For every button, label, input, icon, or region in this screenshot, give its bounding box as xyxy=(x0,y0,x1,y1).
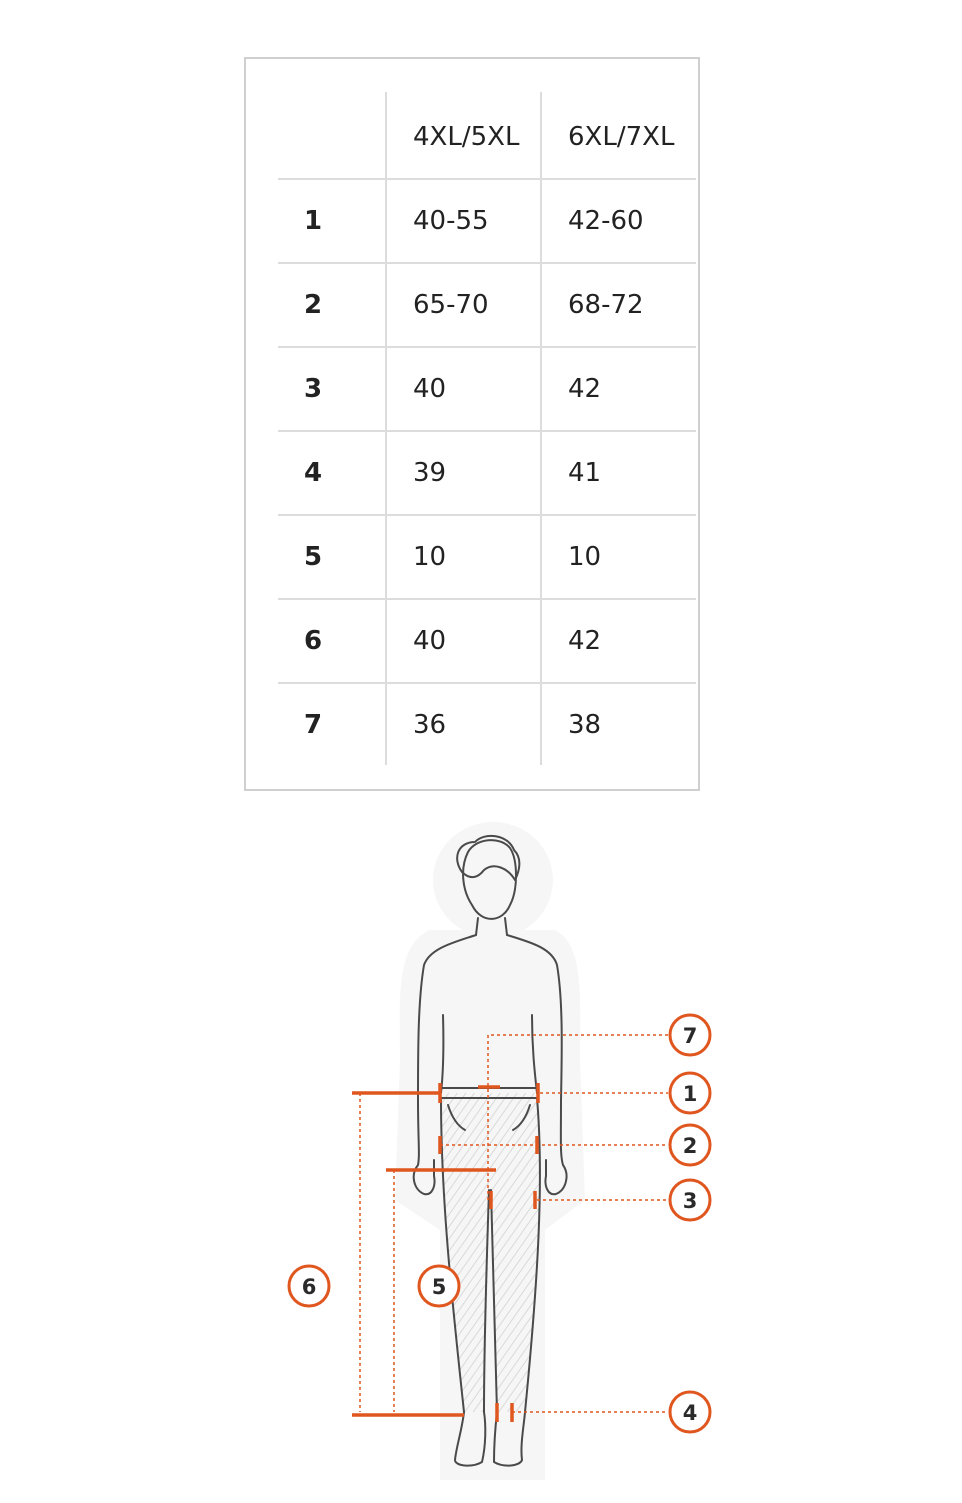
table-header-row xyxy=(278,92,696,179)
row-label: 5 xyxy=(278,515,386,599)
body-diagram xyxy=(0,800,962,1503)
table-row xyxy=(278,515,696,599)
marker-7-label: 7 xyxy=(682,1024,698,1048)
size-table xyxy=(278,92,696,765)
marker-6 xyxy=(289,1266,329,1306)
measurement-figure xyxy=(0,800,962,1503)
marker-3 xyxy=(670,1180,710,1220)
table-cell: 36 xyxy=(386,683,541,765)
table-cell: 68-72 xyxy=(541,263,696,347)
marker-2 xyxy=(670,1125,710,1165)
table-cell: 41 xyxy=(541,431,696,515)
table-row xyxy=(278,683,696,765)
table-cell: 42-60 xyxy=(541,179,696,263)
marker-5-label: 5 xyxy=(431,1275,447,1299)
marker-7 xyxy=(670,1015,710,1055)
marker-4-label: 4 xyxy=(682,1401,698,1425)
marker-6-label: 6 xyxy=(301,1275,317,1299)
marker-5 xyxy=(419,1266,459,1306)
table-cell: 38 xyxy=(541,683,696,765)
header-cell-4xl-5xl: 4XL/5XL xyxy=(386,92,541,179)
table-cell: 10 xyxy=(386,515,541,599)
marker-2-label: 2 xyxy=(682,1134,698,1158)
row-label: 7 xyxy=(278,683,386,765)
table-cell: 40 xyxy=(386,347,541,431)
table-cell: 65-70 xyxy=(386,263,541,347)
row-label: 6 xyxy=(278,599,386,683)
row-label: 4 xyxy=(278,431,386,515)
table-cell: 40 xyxy=(386,599,541,683)
table-cell: 10 xyxy=(541,515,696,599)
table-row xyxy=(278,263,696,347)
marker-1 xyxy=(670,1073,710,1113)
row-label: 1 xyxy=(278,179,386,263)
table-cell: 42 xyxy=(541,347,696,431)
marker-4 xyxy=(670,1392,710,1432)
row-label: 2 xyxy=(278,263,386,347)
size-chart-card xyxy=(244,57,700,791)
table-row xyxy=(278,347,696,431)
row-label: 3 xyxy=(278,347,386,431)
table-cell: 42 xyxy=(541,599,696,683)
table-cell: 40-55 xyxy=(386,179,541,263)
header-cell-6xl-7xl: 6XL/7XL xyxy=(541,92,696,179)
table-row xyxy=(278,431,696,515)
marker-3-label: 3 xyxy=(682,1189,698,1213)
table-row xyxy=(278,179,696,263)
marker-1-label: 1 xyxy=(682,1082,698,1106)
header-cell-empty xyxy=(278,92,386,179)
table-row xyxy=(278,599,696,683)
table-cell: 39 xyxy=(386,431,541,515)
